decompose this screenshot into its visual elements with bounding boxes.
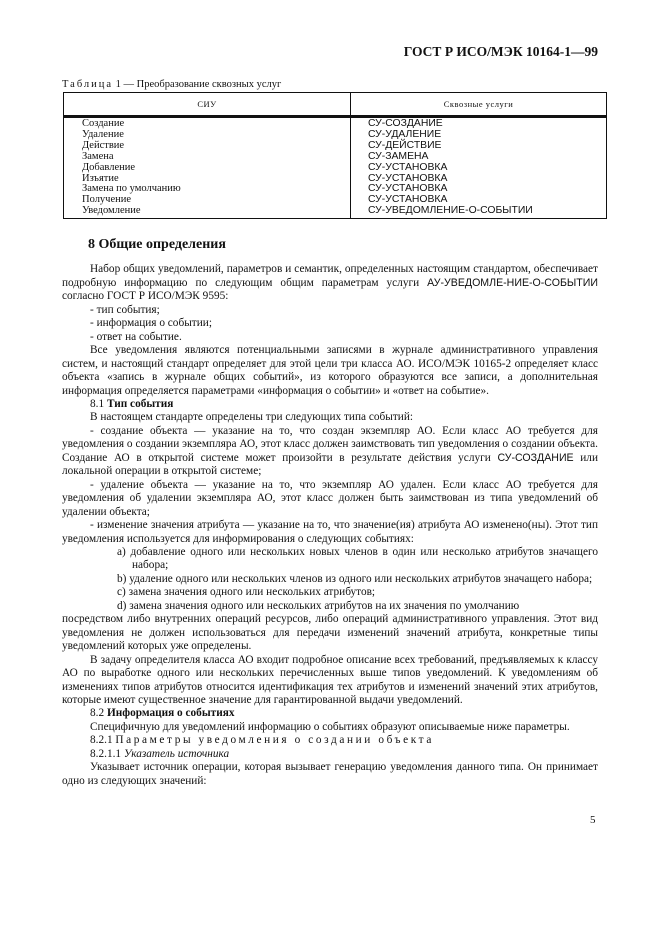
service-name: СУ-СОЗДАНИЕ bbox=[497, 451, 574, 464]
document-header: ГОСТ Р ИСО/МЭК 10164-1—99 bbox=[403, 44, 598, 59]
service-cell: СУ-УСТАНОВКА bbox=[351, 174, 607, 185]
table-row bbox=[64, 141, 607, 152]
column-header-siu: СИУ bbox=[64, 93, 351, 117]
param-item: - информация о событии; bbox=[90, 317, 212, 330]
subsection-8-2-heading bbox=[62, 707, 598, 720]
event-type-delete: - удаление объекта — указание на то, что экземпляр АО удален. Если класс АО требуется для уведомления об удалении экземпляра АО, этот класс должен быть заимствован из типа уведомлений об удалении объекта; bbox=[62, 478, 598, 518]
after-list-paragraph: посредством либо внутренних операций ресурсов, либо операций административного управления. Этот вид уведомления не должен использоваться для передачи изменений значений атрибута, конкретные типы уведомлений которых уже определены. bbox=[62, 613, 598, 653]
table-row bbox=[64, 117, 607, 130]
siu-cell: Замена по умолчанию bbox=[64, 184, 351, 195]
event-info-paragraph: Специфичную для уведомлений информацию о событиях образуют описываемые ниже параметры. bbox=[90, 720, 570, 733]
section-8-body bbox=[62, 238, 598, 788]
subsection-8-1-heading bbox=[62, 398, 598, 411]
subsection-number: 8.2 bbox=[90, 707, 107, 720]
table-row bbox=[64, 206, 607, 218]
table-row bbox=[64, 152, 607, 163]
siu-cell: Изъятие bbox=[64, 174, 351, 185]
service-cell: СУ-УДАЛЕНИЕ bbox=[351, 130, 607, 141]
service-cell: СУ-УВЕДОМЛЕНИЕ-О-СОБЫТИИ bbox=[351, 206, 607, 218]
siu-cell: Удаление bbox=[64, 130, 351, 141]
table-caption-title: 1 — Преобразование сквозных услуг bbox=[113, 79, 282, 90]
subsection-8-2-1-1-heading bbox=[62, 748, 598, 761]
subsection-title: Параметры уведомления о создании объекта bbox=[115, 734, 434, 747]
event-type-create-text-end: или локальной операции в открытой системе; bbox=[62, 451, 598, 478]
intro-service-name: АУ-УВЕДОМЛЕ-НИЕ-О-СОБЫТИИ bbox=[427, 276, 598, 289]
change-list-item: b) удаление одного или нескольких членов из одного или нескольких атрибутов значащего набора; bbox=[117, 572, 593, 585]
param-item: - тип события; bbox=[90, 303, 160, 316]
records-paragraph: Все уведомления являются потенциальными записями в журнале административного управления систем, и настоящий стандарт определяет для этой цели три класса АО. ИСО/МЭК 10165-2 определяет класс объекта «запись в журнале общих событий», из которого образуются все записи, а дополнительная информация определяется параметрами «информация о событии» и «ответ на событие». bbox=[62, 344, 598, 397]
table-row bbox=[64, 184, 607, 195]
source-indicator-paragraph: Указывает источник операции, которая вызывает генерацию уведомления данного типа. Он принимает одно из следующих значений: bbox=[62, 761, 598, 787]
siu-cell: Замена bbox=[64, 152, 351, 163]
service-cell: СУ-ЗАМЕНА bbox=[351, 152, 607, 163]
definer-paragraph: В задачу определителя класса АО входит подробное описание всех требований, предъявляемых к классу АО по выработке одного или нескольких перечисленных выше типов уведомлений. К уведомлениям об изменениях типов атрибутов относится идентификация тех атрибутов и изменений значений этих атрибутов, которые имеют существенное значение для гарантированной выдачи уведомлений. bbox=[62, 653, 598, 706]
event-types-intro: В настоящем стандарте определены три следующих типа событий: bbox=[90, 411, 413, 424]
table-header-row bbox=[64, 93, 607, 117]
subsection-title: Тип события bbox=[106, 397, 174, 410]
change-list-item: a) добавление одного или нескольких новых членов в один или несколько атрибутов значащего набора; bbox=[117, 545, 598, 572]
param-item: - ответ на событие. bbox=[90, 330, 182, 343]
service-cell: СУ-УСТАНОВКА bbox=[351, 195, 607, 206]
siu-cell: Создание bbox=[64, 117, 351, 130]
services-mapping-table bbox=[63, 92, 607, 219]
subsection-title: Указатель источника bbox=[123, 747, 230, 760]
table-caption bbox=[62, 79, 281, 90]
event-type-attribute-change: - изменение значения атрибута — указание на то, что значение(ия) атрибута АО изменено(ны). Этот тип уведомления используется для информирования о следующих событиях: bbox=[62, 519, 598, 545]
subsection-number: 8.2.1 bbox=[90, 734, 116, 747]
event-type-create-text: - создание объекта — указание на то, что создан экземпляр АО. Если класс АО требуется для уведомления о создании экземпляра АО, этот класс должен заимствовать тип уведомления о создании объекта. Создание АО в открытой системе может произойти в результате действия услуги bbox=[62, 424, 598, 464]
subsection-title: Информация о событиях bbox=[106, 707, 235, 720]
service-cell: СУ-СОЗДАНИЕ bbox=[351, 117, 607, 130]
section-8-heading: 8 Общие определения bbox=[88, 237, 226, 252]
column-header-services: Сквозные услуги bbox=[351, 93, 607, 117]
siu-cell: Добавление bbox=[64, 163, 351, 174]
siu-cell: Действие bbox=[64, 141, 351, 152]
service-cell: СУ-ДЕЙСТВИЕ bbox=[351, 141, 607, 152]
intro-text-end: согласно ГОСТ Р ИСО/МЭК 9595: bbox=[62, 290, 229, 303]
table-row bbox=[64, 130, 607, 141]
siu-cell: Уведомление bbox=[64, 206, 351, 218]
subsection-number: 8.1 bbox=[90, 397, 107, 410]
subsection-number: 8.2.1.1 bbox=[90, 747, 124, 760]
service-cell: СУ-УСТАНОВКА bbox=[351, 163, 607, 174]
intro-text: Набор общих уведомлений, параметров и семантик, определенных настоящим стандартом, обеспечивает подробную информацию по следующим общим параметрам услуги bbox=[62, 263, 598, 289]
event-type-create bbox=[62, 425, 598, 479]
page-number: 5 bbox=[590, 814, 596, 826]
table-caption-prefix: Таблица bbox=[62, 79, 114, 90]
siu-cell: Получение bbox=[64, 195, 351, 206]
change-list-item: d) замена значения одного или нескольких атрибутов на их значения по умолчанию bbox=[117, 599, 520, 612]
change-list-item: c) замена значения одного или нескольких атрибутов; bbox=[117, 586, 376, 599]
subsection-8-2-1-heading bbox=[62, 734, 598, 747]
intro-paragraph bbox=[62, 263, 598, 303]
service-cell: СУ-УСТАНОВКА bbox=[351, 184, 607, 195]
table-row bbox=[64, 163, 607, 174]
